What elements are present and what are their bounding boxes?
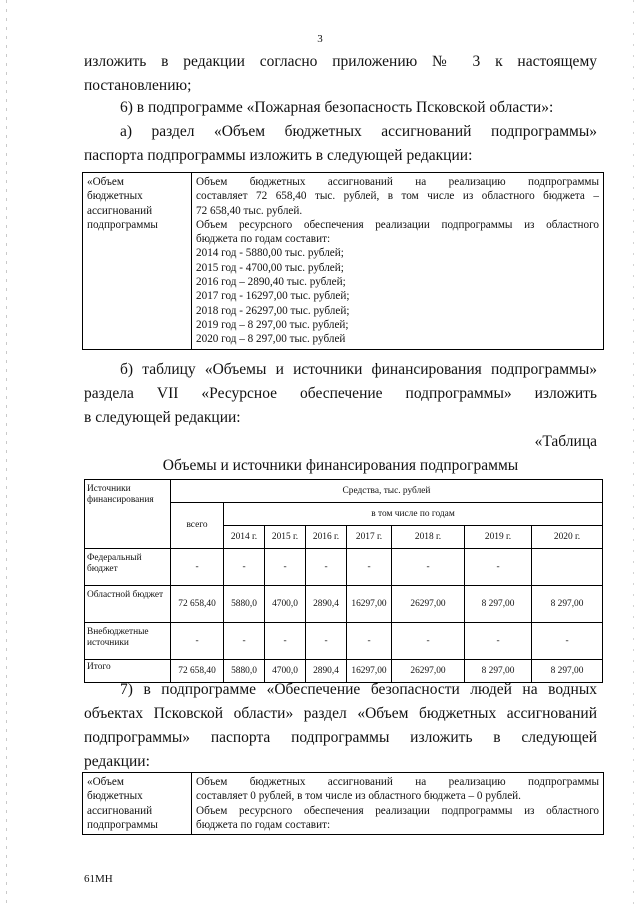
intro-paragraph [84,50,597,98]
cell: 8 297,00 [465,586,532,623]
item6b-line: раздела VII «Ресурсное обеспечение подпрограммы» изложить [84,385,597,402]
year-header: 2018 г. [392,526,465,549]
item6a-paragraph [84,120,597,168]
passport-text-cell [192,773,604,835]
scan-edge-left [6,0,7,905]
passport-text-line: составляет 72 658,40 тыс. рублей, в том числе из областного бюджета – [196,190,599,203]
item7-line: 7) в подпрограмме «Обеспечение безопасности людей на водных [120,681,597,698]
intro-line: постановлению; [84,77,192,94]
table-row [85,586,603,623]
year-header: 2020 г. [532,526,603,549]
cell: 16297,00 [347,586,392,623]
item7-line: подпрограммы» паспорта подпрограммы изложить в следующей [84,729,597,746]
passport-label-line: «Объем [87,176,124,188]
header-funds: Средства, тыс. рублей [171,480,603,503]
cell: 8 297,00 [532,660,603,683]
passport-label-cell [83,173,192,350]
table-title: Объемы и источники финансирования подпрограммы [162,457,519,474]
passport-year-line: 2017 год - 16297,00 тыс. рублей; [196,290,350,303]
passport-text-line: Объем ресурсного обеспечения реализации подпрограммы из областного [196,218,599,231]
cell: - [532,623,603,660]
passport-text-line: составляет 0 рублей, в том числе из областного бюджета – 0 рублей. [196,790,521,803]
cell: 26297,00 [392,660,465,683]
passport-year-line: 2015 год - 4700,00 тыс. рублей; [196,261,344,274]
cell: 72 658,40 [171,660,224,683]
cell: 2890,4 [306,586,347,623]
cell: 5880,0 [224,586,265,623]
cell: - [306,623,347,660]
passport-year-line: 2018 год - 26297,00 тыс. рублей; [196,304,350,317]
passport-text-line: Объем бюджетных ассигнований на реализацию подпрограммы [196,176,599,188]
item7-paragraph [84,678,597,774]
table-row [85,549,603,586]
passport-label-line: «Объем [87,776,124,788]
passport-label-line: ассигнований [87,204,153,217]
intro-line: изложить в редакции согласно приложению № 3 к настоящему [84,53,597,70]
cell: 2890,4 [306,660,347,683]
table-label: «Таблица [534,433,597,450]
passport-table-fire [82,172,604,350]
cell: - [347,549,392,586]
financing-table [84,479,603,683]
cell: 72 658,40 [171,586,224,623]
row-name: Федеральный бюджет [85,549,171,586]
cell: - [171,549,224,586]
cell: - [265,623,306,660]
header-source: Источники финансирования [85,480,171,549]
passport-table-water [82,772,604,835]
item6b-paragraph [84,358,597,430]
item7-line: редакции: [84,753,150,770]
cell: 4700,0 [265,586,306,623]
passport-year-line: 2014 год - 5880,00 тыс. рублей; [196,247,344,260]
header-total: всего [171,503,224,549]
cell: - [171,623,224,660]
passport-text-cell [192,173,604,350]
cell: - [265,549,306,586]
cell: 16297,00 [347,660,392,683]
header-by-year: в том числе по годам [224,503,603,526]
passport-text-line: бюджета по годам составит: [196,818,331,831]
item7-line: объектах Псковской области» раздел «Объем бюджетных ассигнований [84,705,597,722]
passport-label-cell [83,773,192,835]
item6a-line: паспорта подпрограммы изложить в следующей редакции: [84,147,473,164]
cell: - [465,549,532,586]
passport-year-line: 2016 год – 2890,40 тыс. рублей; [196,276,346,289]
cell: 5880,0 [224,660,265,683]
passport-label-line: бюджетных [87,790,143,803]
passport-year-line: 2019 год – 8 297,00 тыс. рублей; [196,318,349,331]
passport-text-line: бюджета по годам составит: [196,233,331,246]
passport-year-line: 2020 год – 8 297,00 тыс. рублей [196,333,346,346]
cell: - [392,623,465,660]
table-row [85,623,603,660]
cell: 4700,0 [265,660,306,683]
year-header: 2016 г. [306,526,347,549]
year-header: 2017 г. [347,526,392,549]
passport-text-line: 72 658,40 тыс. рублей. [196,204,303,217]
passport-label-line: подпрограммы [87,818,158,831]
cell: - [347,623,392,660]
cell: 8 297,00 [532,586,603,623]
passport-label-line: ассигнований [87,804,153,817]
cell: - [392,549,465,586]
footer-code: 61МН [84,873,113,885]
cell: 26297,00 [392,586,465,623]
cell: - [224,623,265,660]
cell: - [465,623,532,660]
passport-text-line: Объем бюджетных ассигнований на реализацию подпрограммы [196,776,599,788]
passport-label-line: подпрограммы [87,218,158,231]
item6a-line: а) раздел «Объем бюджетных ассигнований подпрограммы» [120,123,597,140]
year-header: 2015 г. [265,526,306,549]
row-name: Внебюджетные источники [85,623,171,660]
row-name: Областной бюджет [85,586,171,623]
item6b-line: в следующей редакции: [84,409,241,426]
passport-label-line: бюджетных [87,190,143,203]
year-header: 2019 г. [465,526,532,549]
cell [532,549,603,586]
cell: 8 297,00 [465,660,532,683]
cell: - [224,549,265,586]
item6-heading: 6) в подпрограмме «Пожарная безопасность Псковской области»: [120,99,554,116]
year-header: 2014 г. [224,526,265,549]
item6b-line: б) таблицу «Объемы и источники финансирования подпрограммы» [120,361,597,378]
passport-text-line: Объем ресурсного обеспечения реализации подпрограммы из областного [196,804,599,817]
cell: - [306,549,347,586]
row-name: Итого [85,660,171,683]
scan-edge-right [633,0,634,905]
page-number: 3 [317,33,323,45]
